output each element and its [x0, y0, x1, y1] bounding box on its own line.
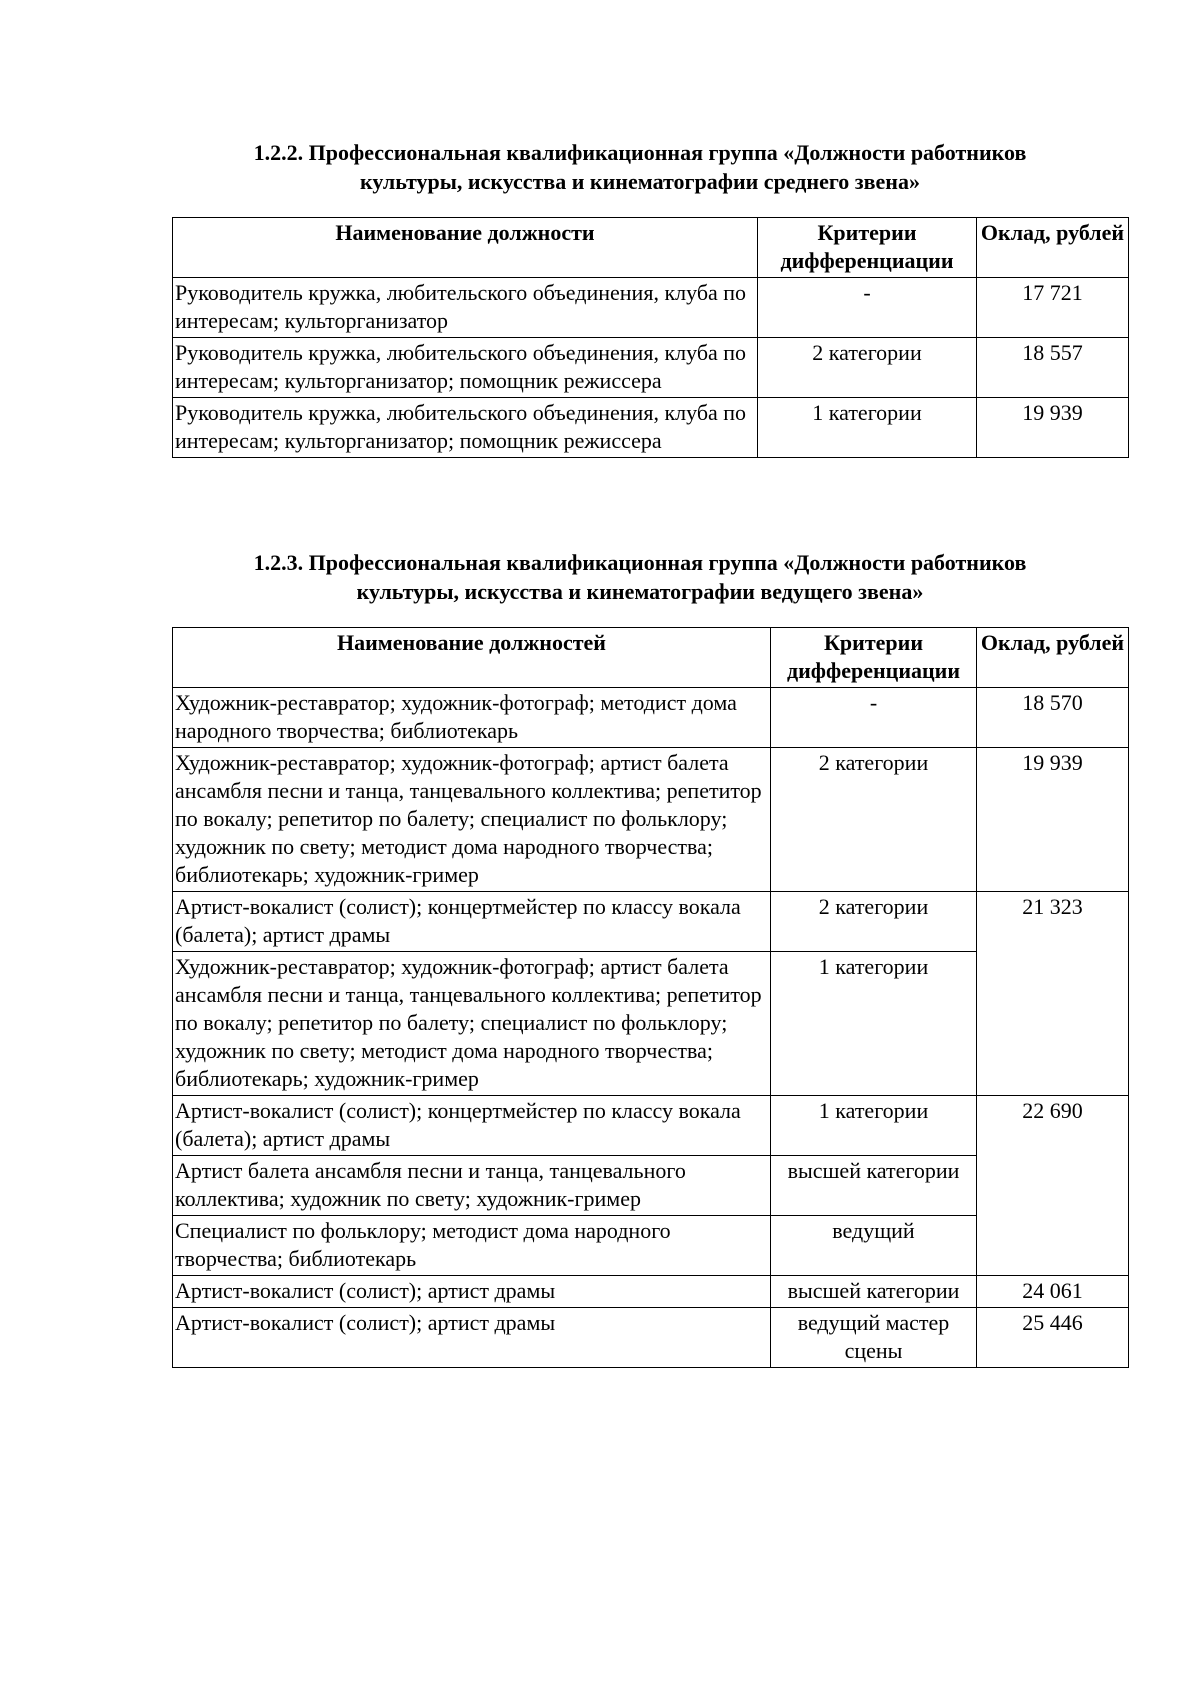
header-criteria: Критерии дифференциации	[758, 218, 977, 278]
table-row	[173, 748, 1129, 892]
salary-cell: 17 721	[977, 278, 1129, 338]
table-row	[173, 1308, 1129, 1368]
section-title-line2: культуры, искусства и кинематографии среднего звена»	[360, 169, 920, 194]
position-name-cell: Артист-вокалист (солист); концертмейстер по классу вокала (балета); артист драмы	[173, 892, 771, 952]
position-name-cell: Художник-реставратор; художник-фотограф; методист дома народного творчества; библиотекарь	[173, 688, 771, 748]
criteria-cell: ведущий	[771, 1216, 977, 1276]
section-title-line2: культуры, искусства и кинематографии ведущего звена»	[356, 579, 924, 604]
section-heading-1-2-2	[160, 138, 1120, 196]
position-name-cell: Художник-реставратор; художник-фотограф; артист балета ансамбля песни и танца, танцевального коллектива; репетитор по вокалу; репетитор по балету; специалист по фольклору; художник по свету; методист дома народного творчества; библиотекарь; художник-гример	[173, 748, 771, 892]
position-name-cell: Специалист по фольклору; методист дома народного творчества; библиотекарь	[173, 1216, 771, 1276]
criteria-cell: 1 категории	[771, 952, 977, 1096]
salary-cell: 19 939	[977, 748, 1129, 892]
criteria-cell: высшей категории	[771, 1276, 977, 1308]
header-criteria: Критерии дифференциации	[771, 628, 977, 688]
position-name-cell: Руководитель кружка, любительского объединения, клуба по интересам; культорганизатор; помощник режиссера	[173, 338, 758, 398]
table-header-row	[173, 218, 1129, 278]
salary-cell: 19 939	[977, 398, 1129, 458]
table-row	[173, 338, 1129, 398]
position-name-cell: Художник-реставратор; художник-фотограф; артист балета ансамбля песни и танца, танцевального коллектива; репетитор по вокалу; репетитор по балету; специалист по фольклору; художник по свету; методист дома народного творчества; библиотекарь; художник-гример	[173, 952, 771, 1096]
criteria-cell: 2 категории	[758, 338, 977, 398]
criteria-cell: высшей категории	[771, 1156, 977, 1216]
qualification-table-leading-level	[172, 627, 1129, 1368]
table-row	[173, 1276, 1129, 1308]
criteria-cell: 2 категории	[771, 748, 977, 892]
header-position-name: Наименование должности	[173, 218, 758, 278]
table-row	[173, 892, 1129, 952]
header-position-name: Наименование должностей	[173, 628, 771, 688]
section-title-line1: 1.2.3. Профессиональная квалификационная группа «Должности работников	[253, 550, 1027, 575]
table-row	[173, 1096, 1129, 1156]
criteria-cell: ведущий мастер сцены	[771, 1308, 977, 1368]
position-name-cell: Артист-вокалист (солист); концертмейстер по классу вокала (балета); артист драмы	[173, 1096, 771, 1156]
table-header-row	[173, 628, 1129, 688]
salary-cell: 24 061	[977, 1276, 1129, 1308]
criteria-cell: 1 категории	[771, 1096, 977, 1156]
table-row	[173, 278, 1129, 338]
salary-cell: 21 323	[977, 892, 1129, 1096]
salary-cell: 18 557	[977, 338, 1129, 398]
section-heading-1-2-3	[160, 548, 1120, 606]
criteria-cell: -	[771, 688, 977, 748]
criteria-cell: -	[758, 278, 977, 338]
position-name-cell: Артист-вокалист (солист); артист драмы	[173, 1308, 771, 1368]
criteria-cell: 1 категории	[758, 398, 977, 458]
salary-cell: 25 446	[977, 1308, 1129, 1368]
position-name-cell: Руководитель кружка, любительского объединения, клуба по интересам; культорганизатор	[173, 278, 758, 338]
salary-cell: 18 570	[977, 688, 1129, 748]
position-name-cell: Артист-вокалист (солист); артист драмы	[173, 1276, 771, 1308]
qualification-table-middle-level	[172, 217, 1129, 458]
salary-cell: 22 690	[977, 1096, 1129, 1276]
section-title-line1: 1.2.2. Профессиональная квалификационная группа «Должности работников	[253, 140, 1027, 165]
criteria-cell: 2 категории	[771, 892, 977, 952]
table-row	[173, 398, 1129, 458]
position-name-cell: Артист балета ансамбля песни и танца, танцевального коллектива; художник по свету; художник-гример	[173, 1156, 771, 1216]
position-name-cell: Руководитель кружка, любительского объединения, клуба по интересам; культорганизатор; помощник режиссера	[173, 398, 758, 458]
header-salary: Оклад, рублей	[977, 628, 1129, 688]
table-row	[173, 688, 1129, 748]
header-salary: Оклад, рублей	[977, 218, 1129, 278]
